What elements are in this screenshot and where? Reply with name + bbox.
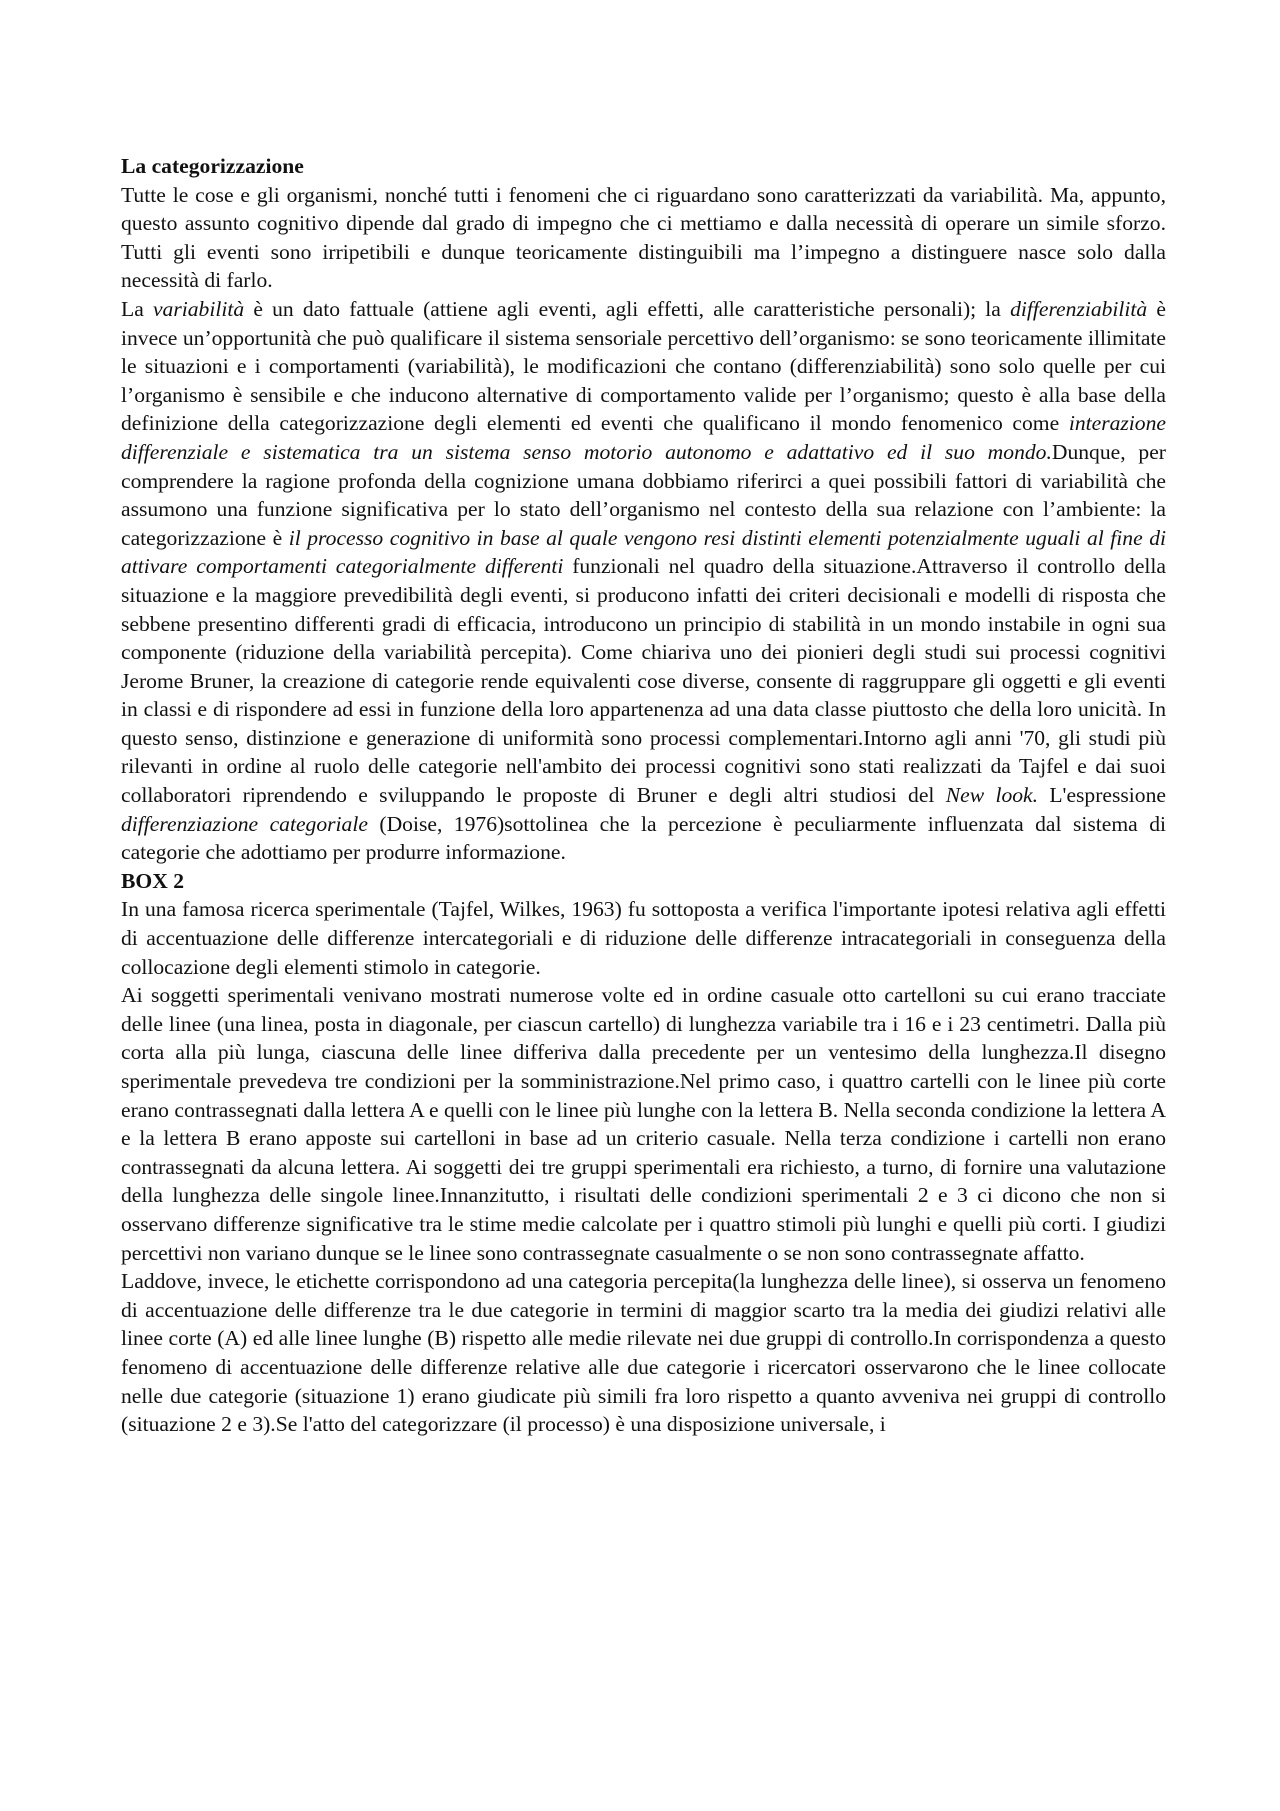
text-run: Dunque, per comprendere la ragione profonda della cognizione umana dobbiamo riferirci a quei possibili fattori di variabilità che assumono una funzione significativa per lo stato dell’organismo nel contesto della sua relazione con l’ambiente: la categorizzazione è (121, 439, 1166, 550)
text-run: è un dato fattuale (attiene agli eventi, agli effetti, alle caratteristiche personali); la (244, 296, 1011, 321)
italic-term-differenziabilita: differenziabilità (1010, 296, 1148, 321)
text-run: è invece un’opportunità che può qualificare il sistema sensoriale percettivo dell’organismo: se sono teoricamente illimitate le situazioni e i comportamenti (variabilità), le modificazioni che contano (differenziabilità) sono solo quelle per cui l’organismo è sensibile e che inducono alternative di comportamento valide per l’organismo; questo è alla base della definizione della categorizzazione degli elementi ed eventi che qualificano il mondo fenomenico come (121, 296, 1166, 436)
italic-definition: interazione differenziale e sistematica tra un sistema senso motorio autonomo e adattativo ed il suo mondo. (121, 411, 1166, 464)
box-paragraph-2: Ai soggetti sperimentali venivano mostrati numerose volte ed in ordine casuale otto cartelloni su cui erano tracciate delle linee (una linea, posta in diagonale, per ciascun cartello) di lunghezza variabile tra i 16 e i 23 centimetri. Dalla più corta alla più lunga, ciascuna delle linee differiva dalla precedente per un ventesimo della lunghezza.Il disegno sperimentale prevedeva tre condizioni per la somministrazione.Nel primo caso, i quattro cartelli con le linee più corte erano contrassegnati dalla lettera A e quelli con le linee più lunghe con la lettera B. Nella seconda condizione la lettera A e la lettera B erano apposte sui cartelloni in base ad un criterio casuale. Nella terza condizione i cartelli non erano contrassegnati da alcuna lettera. Ai soggetti dei tre gruppi sperimentali era richiesto, a turno, di fornire una valutazione della lunghezza delle singole linee.Innanzitutto, i risultati delle condizioni sperimentali 2 e 3 ci dicono che non si osservano differenze significative tra le stime medie calcolate per i quattro stimoli più lunghi e quelli più corti. I giudizi percettivi non variano dunque se le linee sono contrassegnate casualmente o se non sono contrassegnate affatto. (121, 983, 1166, 1265)
text-run: La (121, 296, 153, 321)
section-title: La categorizzazione (121, 154, 304, 178)
document-page (121, 152, 1166, 1439)
text-run: funzionali nel quadro della situazione.Attraverso il controllo della situazione e la maggiore prevedibilità degli eventi, si producono infatti dei criteri decisionali e modelli di risposta che sebbene presentino differenti gradi di efficacia, introducono un principio di stabilità in un mondo instabile in ogni sua componente (riduzione della variabilità percepita). Come chiariva uno dei pionieri degli studi sui processi cognitivi Jerome Bruner, la creazione di categorie rende equivalenti cose diverse, consente di raggruppare gli oggetti e gli eventi in classi e di rispondere ad essi in funzione della loro appartenenza ad una data classe piuttosto che della loro unicità. In questo senso, distinzione e generazione di uniformità sono processi complementari.Intorno agli anni '70, gli studi più rilevanti in ordine al ruolo delle categorie nell'ambito dei processi cognitivi sono stati realizzati da Tajfel e dai suoi collaboratori riprendendo e sviluppando le proposte di Bruner e degli altri studiosi del (121, 554, 1166, 808)
definition-paragraph (121, 295, 1166, 867)
intro-paragraph: Tutte le cose e gli organismi, nonché tutti i fenomeni che ci riguardano sono caratterizzati da variabilità. Ma, appunto, questo assunto cognitivo dipende dal grado di impegno che ci mettiamo e dalla necessità di operare un simile sforzo. Tutti gli eventi sono irripetibili e dunque teoricamente distinguibili ma l’impegno a distinguere nasce solo dalla necessità di farlo. (121, 182, 1166, 293)
text-run: L'espressione (1038, 783, 1166, 808)
box-paragraph-3: Laddove, invece, le etichette corrispondono ad una categoria percepita(la lunghezza delle linee), si osserva un fenomeno di accentuazione delle differenze tra le due categorie in termini di maggior scarto tra la media dei giudizi relativi alle linee corte (A) ed alle linee lunghe (B) rispetto alle medie rilevate nei due gruppi di controllo.In corrispondenza a questo fenomeno di accentuazione delle differenze relative alle due categorie i ricercatori osservarono che le linee collocate nelle due categorie (situazione 1) erano giudicate più simili fra loro rispetto a quanto avveniva nei gruppi di controllo (situazione 2 e 3).Se l'atto del categorizzare (il processo) è una disposizione universale, i (121, 1269, 1166, 1437)
italic-term-variabilita: variabilità (152, 296, 245, 321)
box-paragraph-1: In una famosa ricerca sperimentale (Tajfel, Wilkes, 1963) fu sottoposta a verifica l'importante ipotesi relativa agli effetti di accentuazione delle differenze intercategoriali e di riduzione delle differenze intracategoriali in conseguenza della collocazione degli elementi stimolo in categorie. (121, 897, 1166, 979)
italic-categorization-definition: il processo cognitivo in base al quale vengono resi distinti elementi potenzialmente uguali al fine di attivare comportamenti categorialmente differenti (121, 525, 1167, 579)
italic-term-differenziazione-categoriale: differenziazione categoriale (121, 811, 368, 836)
box-title: BOX 2 (121, 868, 184, 893)
italic-new-look: New look. (945, 783, 1039, 808)
text-run: (Doise, 1976)sottolinea che la percezione è peculiarmente influenzata dal sistema di categorie che adottiamo per produrre informazione. (121, 811, 1166, 865)
